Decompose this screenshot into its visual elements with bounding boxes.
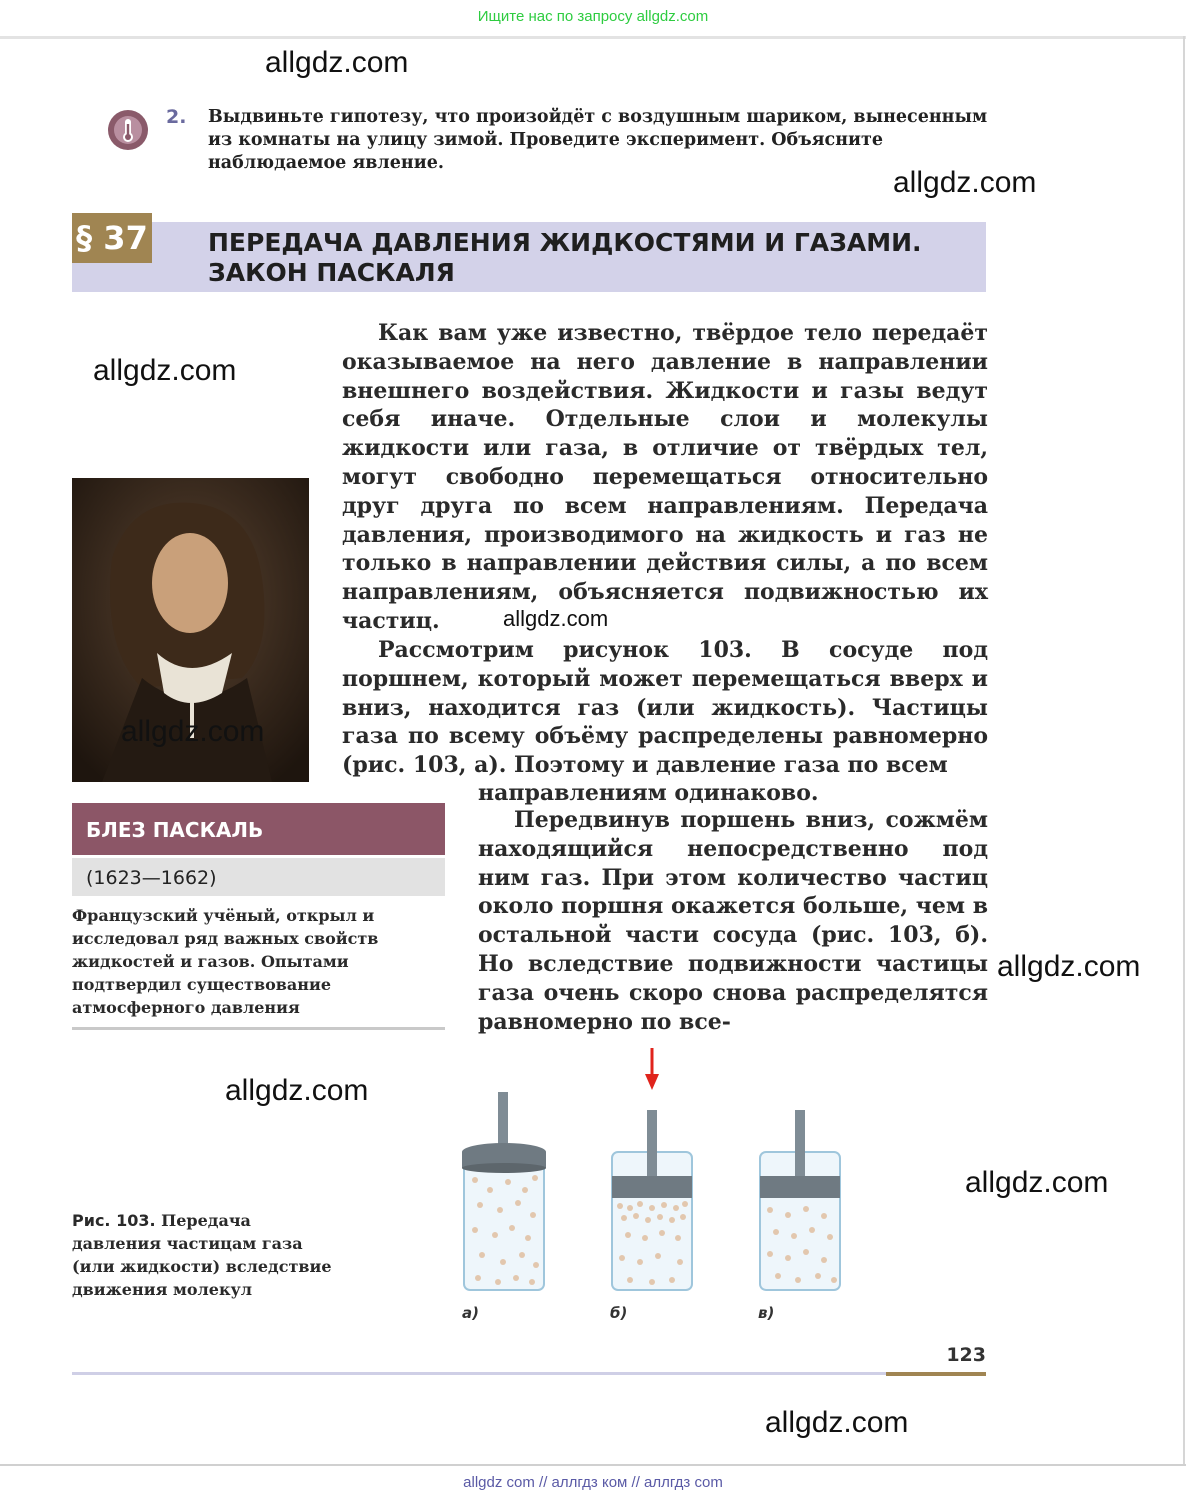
watermark-3: allgdz.com bbox=[93, 354, 237, 387]
vessel-a bbox=[462, 1092, 546, 1290]
top-divider bbox=[0, 36, 1186, 39]
vessel-c bbox=[760, 1110, 840, 1290]
figure-caption-text: Передача давления частицам газа (или жидкости) вследствие движения молекул bbox=[72, 1211, 332, 1299]
footer-links: allgdz com // аллгдз ком // аллгдз com bbox=[463, 1474, 723, 1491]
figure-103 bbox=[440, 1040, 860, 1330]
watermark-5: allgdz.com bbox=[121, 715, 265, 748]
section-title bbox=[208, 228, 968, 288]
paragraph-2: Рассмотрим рисунок 103. В сосуде под поршнем, который может перемещаться вверх и вниз, находится газ (или жидкость). Частицы газа по всему объёму распределены равномерно (рис. 103, а). Поэтому и давление газа по всем bbox=[342, 637, 988, 779]
figure-label-c: в) bbox=[758, 1304, 775, 1322]
bottom-divider bbox=[0, 1464, 1186, 1466]
section-number-badge: § 37 bbox=[72, 213, 152, 263]
figure-caption-label: Рис. 103. bbox=[72, 1211, 156, 1230]
figure-caption bbox=[72, 1209, 332, 1301]
section-title-line-1: ПЕРЕДАЧА ДАВЛЕНИЯ ЖИДКОСТЯМИ И ГАЗАМИ. bbox=[208, 228, 922, 257]
page-right-border bbox=[1183, 36, 1185, 1466]
paragraph-2-continuation: направлениям одинаково. bbox=[478, 780, 819, 806]
watermark-6: allgdz.com bbox=[997, 950, 1141, 983]
paragraph-3: Передвинув поршень вниз, сожмём находящийся непосредственно под ним газ. При этом количество частиц около поршня окажется больше, чем в остальной части сосуда (рис. 103, б). Но вследствие подвижности частицы газа очень скоро снова распределятся равномерно по все- bbox=[478, 807, 988, 1035]
bio-text: Французский учёный, открыл и исследовал ряд важных свойств жидкостей и газов. Опытами подтвердил существование атмосферного давления bbox=[72, 906, 379, 1017]
page-bottom-rule-accent bbox=[886, 1372, 986, 1376]
task-number: 2. bbox=[166, 106, 187, 128]
watermark-9: allgdz.com bbox=[765, 1406, 909, 1439]
watermark-2: allgdz.com bbox=[893, 166, 1037, 199]
watermark-8: allgdz.com bbox=[965, 1166, 1109, 1199]
figure-label-b: б) bbox=[610, 1304, 628, 1322]
thermometer-icon bbox=[108, 110, 148, 150]
watermark-4: allgdz.com bbox=[503, 606, 609, 631]
watermark-7: allgdz.com bbox=[225, 1074, 369, 1107]
figure-label-a: а) bbox=[462, 1304, 479, 1322]
paragraph-1: Как вам уже известно, твёрдое тело передаёт оказываемое на него давление в направлении внешнего воздействия. Жидкости и газы ведут себя иначе. Отдельные слои и молекулы жидкости или газа, в отличие от твёрдых тел, могут свободно перемещаться относительно друг друга по всем направлениям. Передача давления, производимого на жидкость и газ не только в направлении действия силы, а по всем направлениям, объясняется подвижностью их частиц. bbox=[342, 320, 988, 634]
page-bottom-rule bbox=[72, 1372, 986, 1375]
section-title-line-2: ЗАКОН ПАСКАЛЯ bbox=[208, 258, 455, 287]
bio-name: БЛЕЗ ПАСКАЛЬ bbox=[72, 803, 445, 855]
bio-divider bbox=[72, 1027, 445, 1030]
vessel-b bbox=[612, 1048, 692, 1290]
top-banner: Ищите нас по запросу allgdz.com bbox=[477, 8, 709, 25]
bio-years: (1623—1662) bbox=[72, 858, 445, 896]
page-number: 123 bbox=[946, 1344, 986, 1366]
watermark-1: allgdz.com bbox=[265, 46, 409, 79]
task-text: Выдвиньте гипотезу, что произойдёт с воздушным шариком, вынесенным из комнаты на улицу зимой. Проведите эксперимент. Объясните наблюдаемое явление. bbox=[208, 107, 988, 173]
